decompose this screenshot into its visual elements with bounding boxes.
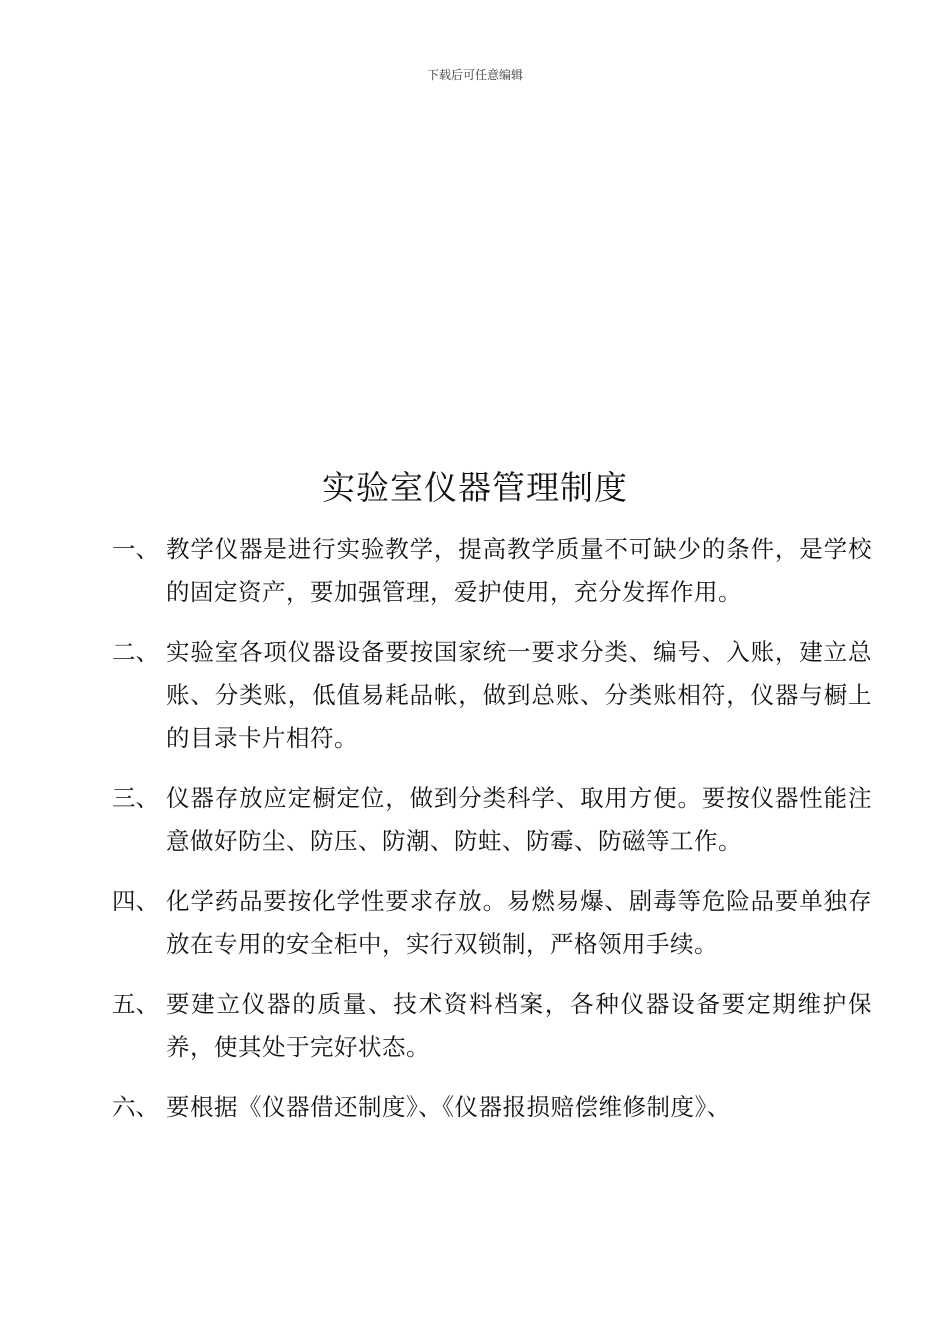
- regulation-list: [112, 528, 872, 1146]
- item-number: 三、: [112, 784, 159, 812]
- regulation-item-6: [112, 1086, 872, 1129]
- item-text: 要根据《仪器借还制度》、《仪器报损赔偿维修制度》、: [166, 1093, 731, 1121]
- item-number: 二、: [112, 638, 159, 666]
- item-text: 仪器存放应定橱定位，做到分类科学、取用方便。要按仪器性能注意做好防尘、防压、防潮、防蛀、防霉、防磁等工作。: [166, 784, 872, 855]
- regulation-item-1: [112, 528, 872, 614]
- item-number: 一、: [112, 535, 159, 563]
- header-note: 下载后可任意编辑: [426, 68, 523, 82]
- item-text: 化学药品要按化学性要求存放。易燃易爆、剧毒等危险品要单独存放在专用的安全柜中，实行双锁制，严格领用手续。: [166, 887, 872, 958]
- document-title: 实验室仪器管理制度: [322, 468, 628, 507]
- item-text: 实验室各项仪器设备要按国家统一要求分类、编号、入账，建立总账、分类账，低值易耗品帐，做到总账、分类账相符，仪器与橱上的目录卡片相符。: [166, 638, 872, 752]
- item-number: 四、: [112, 887, 159, 915]
- regulation-item-3: [112, 777, 872, 863]
- regulation-item-5: [112, 983, 872, 1069]
- item-text: 要建立仪器的质量、技术资料档案，各种仪器设备要定期维护保养，使其处于完好状态。: [166, 990, 872, 1061]
- item-number: 六、: [112, 1093, 159, 1121]
- item-text: 教学仪器是进行实验教学，提高教学质量不可缺少的条件，是学校的固定资产，要加强管理，爱护使用，充分发挥作用。: [166, 535, 872, 606]
- regulation-item-2: [112, 631, 872, 760]
- regulation-item-4: [112, 880, 872, 966]
- item-number: 五、: [112, 990, 159, 1018]
